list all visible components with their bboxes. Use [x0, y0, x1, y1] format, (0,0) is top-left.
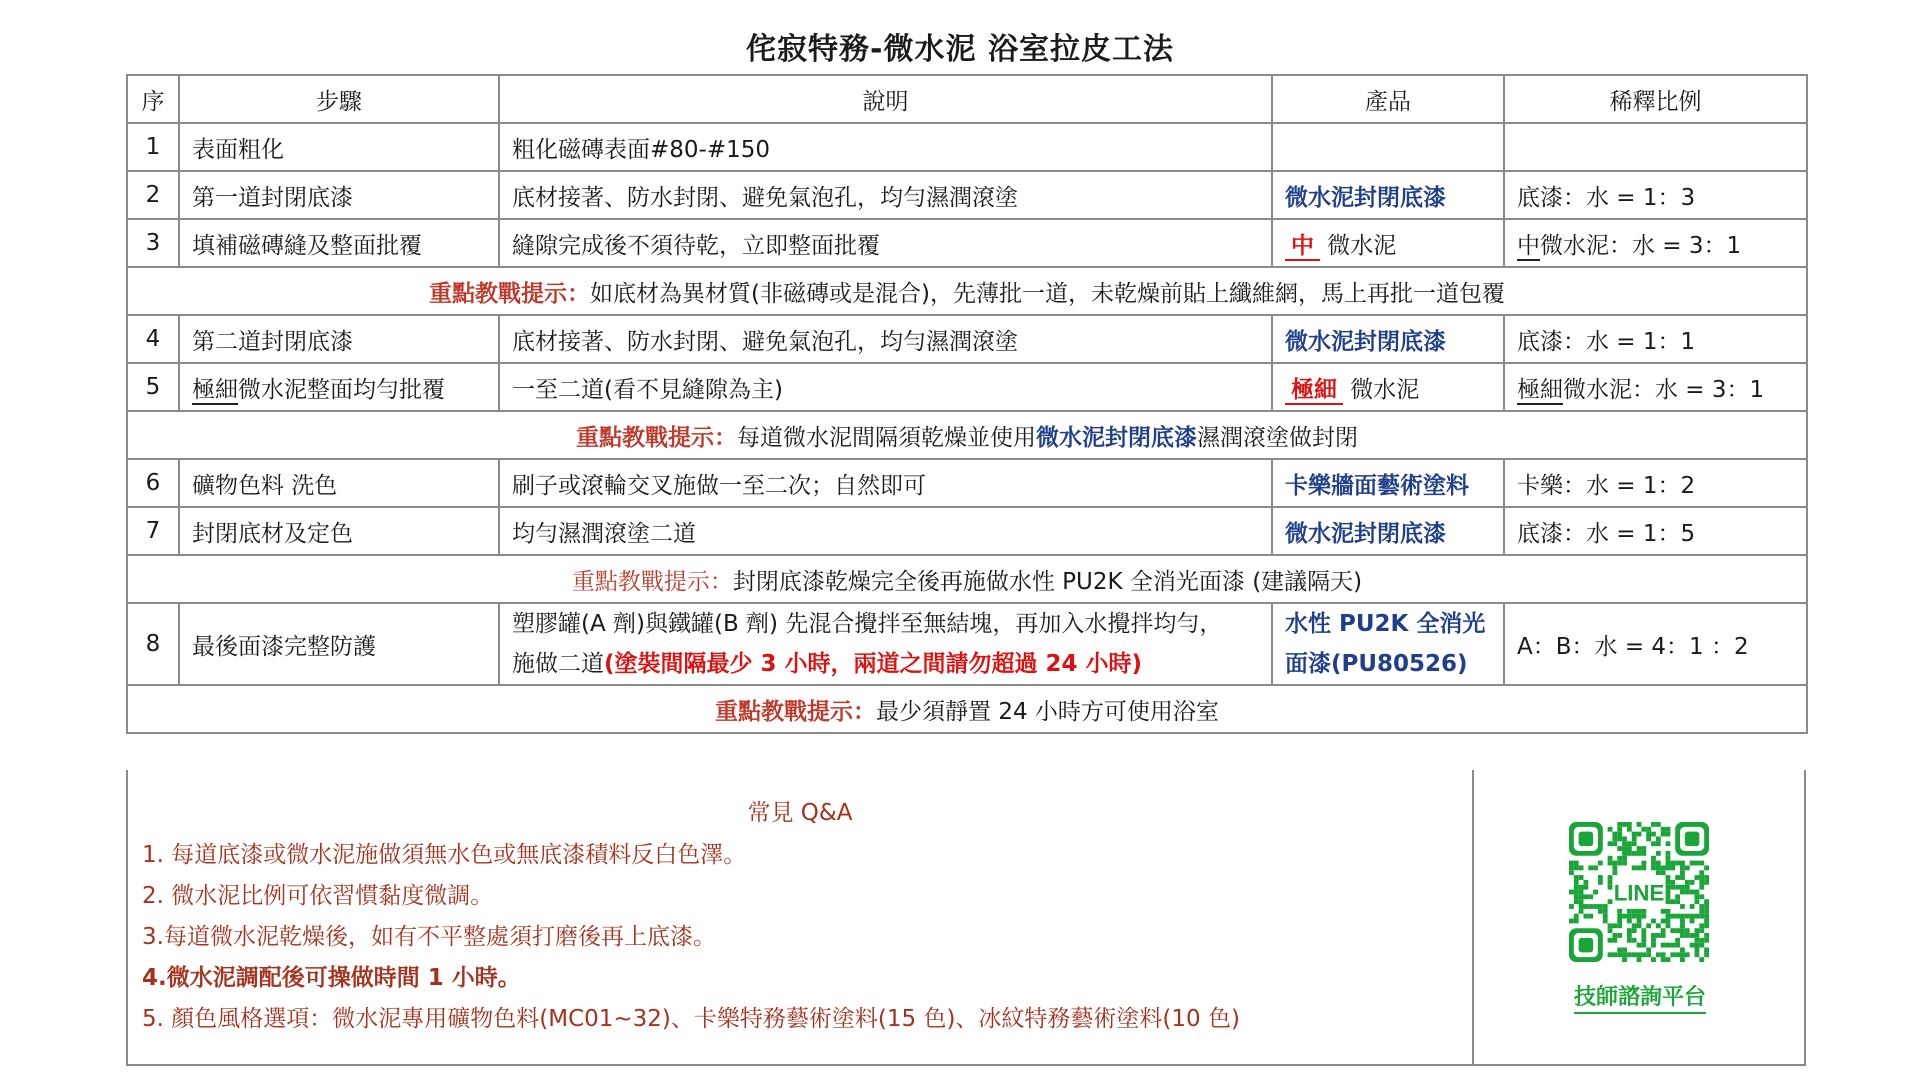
row-seq: 6 [127, 459, 179, 507]
product-grade-mark: 中 [1285, 233, 1320, 261]
tip-product: 微水泥封閉底漆 [1036, 424, 1197, 451]
desc-line-1: 塑膠罐(A 劑)與鐵罐(B 劑) 先混合攪拌至無結塊，再加入水攪拌均勻， [512, 611, 1223, 637]
qr-caption [1474, 980, 1806, 1011]
table-header-row [127, 75, 1807, 123]
qa-panel [128, 770, 1474, 1064]
step-text: 微水泥整面均勻批覆 [238, 376, 445, 403]
tip-label: 重點教戰提示： [571, 568, 733, 595]
product-name: 微水泥 [1320, 232, 1397, 259]
row-ratio: 底漆：水 = 1：3 [1504, 171, 1807, 219]
row-product [1272, 363, 1504, 411]
row-step: 第二道封閉底漆 [179, 315, 499, 363]
ratio-grade-mark: 中 [1517, 232, 1540, 259]
header-product: 產品 [1272, 75, 1504, 123]
row-desc [499, 603, 1272, 685]
qa-item: 2. 微水泥比例可依習慣黏度微調。 [142, 883, 494, 909]
row-seq: 7 [127, 507, 179, 555]
qr-logo-text: LINE [1613, 880, 1665, 906]
row-product [1272, 219, 1504, 267]
row-ratio: A：B：水 = 4：1 ：2 [1504, 603, 1807, 685]
process-table [126, 74, 1808, 734]
table-row [127, 123, 1807, 171]
ratio-text: 微水泥：水 = 3：1 [1540, 232, 1742, 259]
ratio-text: 微水泥：水 = 3：1 [1563, 376, 1765, 403]
table-row [127, 507, 1807, 555]
row-step: 最後面漆完整防護 [179, 603, 499, 685]
row-desc: 刷子或滾輪交叉施做一至二次；自然即可 [499, 459, 1272, 507]
page-title: 侘寂特務-微水泥 浴室拉皮工法 [746, 32, 1174, 67]
product-line-2: 面漆(PU80526) [1285, 651, 1468, 677]
tip-cell [127, 411, 1807, 459]
tip-cell [127, 267, 1807, 315]
desc-prefix: 施做二道 [512, 651, 604, 677]
row-seq: 1 [127, 123, 179, 171]
row-ratio: 底漆：水 = 1：1 [1504, 315, 1807, 363]
row-desc: 均勻濕潤滾塗二道 [499, 507, 1272, 555]
tip-label: 重點教戰提示： [576, 424, 737, 451]
step-grade-mark: 極細 [192, 376, 238, 403]
qr-panel [1474, 770, 1806, 1064]
row-product: 微水泥封閉底漆 [1272, 507, 1504, 555]
tip-label: 重點教戰提示： [429, 280, 591, 307]
row-ratio [1504, 219, 1807, 267]
header-desc: 說明 [499, 75, 1272, 123]
row-step: 表面粗化 [179, 123, 499, 171]
product-name: 微水泥 [1343, 376, 1420, 403]
row-seq: 5 [127, 363, 179, 411]
product-line-1: 水性 PU2K 全消光 [1285, 611, 1486, 637]
desc-line-2 [512, 644, 1259, 684]
desc-warning: (塗裝間隔最少 3 小時，兩道之間請勿超過 24 小時) [604, 651, 1143, 677]
row-product [1272, 603, 1504, 685]
line-qr-code-icon[interactable] [1569, 822, 1709, 962]
row-ratio [1504, 363, 1807, 411]
qa-item: 3.每道微水泥乾燥後，如有不平整處須打磨後再上底漆。 [142, 924, 716, 950]
row-step: 填補磁磚縫及整面批覆 [179, 219, 499, 267]
tip-text-tail: 濕潤滾塗做封閉 [1197, 424, 1358, 451]
tip-text: 如底材為異材質(非磁磚或是混合)，先薄批一道，未乾燥前貼上纖維網，馬上再批一道包覆 [590, 280, 1505, 307]
qa-item: 1. 每道底漆或微水泥施做須無水色或無底漆積料反白色澤。 [142, 842, 747, 868]
tip-cell [127, 555, 1807, 603]
row-seq: 4 [127, 315, 179, 363]
tip-text: 最少須靜置 24 小時方可使用浴室 [876, 698, 1219, 725]
tip-row [127, 267, 1807, 315]
row-desc: 底材接著、防水封閉、避免氣泡孔，均勻濕潤滾塗 [499, 171, 1272, 219]
row-desc: 底材接著、防水封閉、避免氣泡孔，均勻濕潤滾塗 [499, 315, 1272, 363]
row-step [179, 363, 499, 411]
tip-text: 每道微水泥間隔須乾燥並使用 [737, 424, 1036, 451]
row-seq: 2 [127, 171, 179, 219]
row-step: 封閉底材及定色 [179, 507, 499, 555]
product-grade-mark: 極細 [1285, 377, 1343, 405]
row-ratio: 卡樂：水 = 1：2 [1504, 459, 1807, 507]
row-desc: 粗化磁磚表面#80-#150 [499, 123, 1272, 171]
header-seq: 序 [127, 75, 179, 123]
table-row [127, 219, 1807, 267]
tip-row [127, 555, 1807, 603]
tip-cell [127, 685, 1807, 733]
row-product [1272, 123, 1504, 171]
row-desc: 縫隙完成後不須待乾，立即整面批覆 [499, 219, 1272, 267]
ratio-grade-mark: 極細 [1517, 376, 1563, 403]
tip-text: 封閉底漆乾燥完全後再施做水性 PU2K 全消光面漆 (建議隔天) [732, 568, 1363, 595]
table-row [127, 171, 1807, 219]
row-ratio [1504, 123, 1807, 171]
header-ratio: 稀釋比例 [1504, 75, 1807, 123]
table-row [127, 315, 1807, 363]
qa-title: 常見 Q&A [747, 800, 853, 826]
row-step: 第一道封閉底漆 [179, 171, 499, 219]
qa-item: 4.微水泥調配後可操做時間 1 小時。 [142, 965, 521, 991]
row-product: 微水泥封閉底漆 [1272, 171, 1504, 219]
row-ratio: 底漆：水 = 1：5 [1504, 507, 1807, 555]
qa-section [126, 770, 1806, 1066]
table-row [127, 459, 1807, 507]
row-seq: 8 [127, 603, 179, 685]
table-row [127, 603, 1807, 685]
tip-row [127, 411, 1807, 459]
table-row [127, 363, 1807, 411]
row-product: 卡樂牆面藝術塗料 [1272, 459, 1504, 507]
row-product: 微水泥封閉底漆 [1272, 315, 1504, 363]
row-seq: 3 [127, 219, 179, 267]
row-step: 礦物色料 洗色 [179, 459, 499, 507]
qa-item: 5. 顏色風格選項：微水泥專用礦物色料(MC01~32)、卡樂特務藝術塗料(15 色)、冰紋特務藝術塗料(10 色) [142, 1006, 1240, 1032]
row-desc: 一至二道(看不見縫隙為主) [499, 363, 1272, 411]
tip-row [127, 685, 1807, 733]
qr-caption-text[interactable]: 技師諮詢平台 [1574, 985, 1706, 1014]
header-step: 步驟 [179, 75, 499, 123]
tip-label: 重點教戰提示： [715, 698, 877, 725]
